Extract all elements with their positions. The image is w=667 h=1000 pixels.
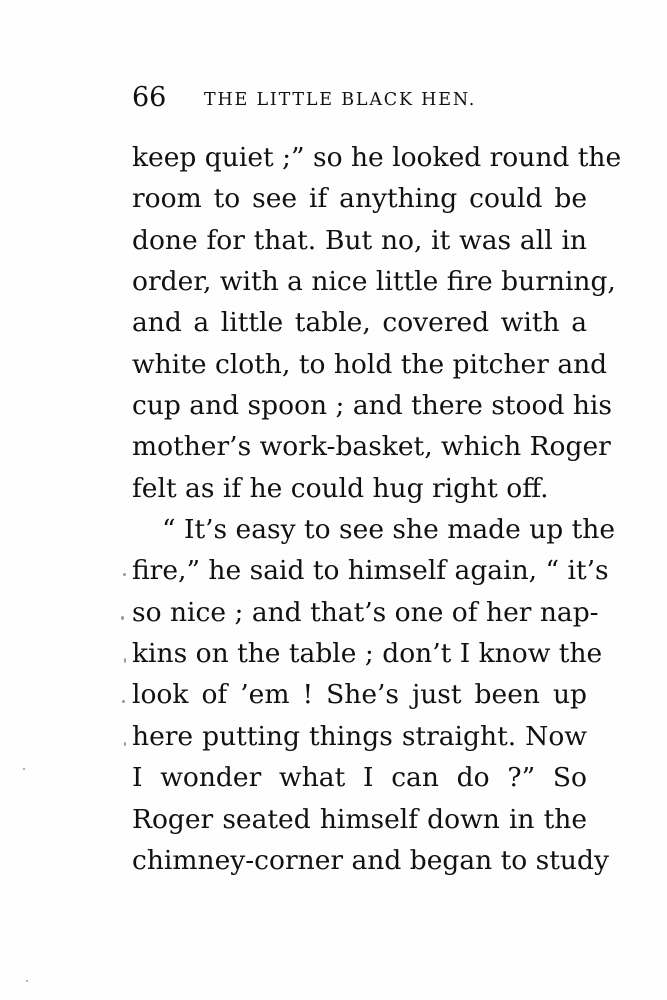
paper-speck (26, 980, 28, 982)
text-line: fire,” he said to himself again, “ it’s (132, 555, 609, 587)
text-line: look of ’em ! She’s just been up (132, 679, 587, 711)
text-line: “ It’s easy to see she made up the (162, 514, 616, 546)
running-title: THE LITTLE BLACK HEN. (204, 90, 477, 110)
paper-speck (124, 658, 126, 663)
text-line: white cloth, to hold the pitcher and (132, 348, 608, 380)
running-header (132, 80, 592, 116)
text-line: so nice ; and that’s one of her nap- (132, 596, 599, 628)
text-line: room to see if anything could be (132, 183, 587, 215)
paper-speck (122, 700, 125, 703)
text-line: keep quiet ;” so he looked round the (132, 142, 622, 173)
paper-speck (23, 768, 25, 770)
text-line: order, with a nice little fire burning, (132, 266, 616, 298)
text-line: here putting things straight. Now (132, 720, 587, 752)
text-line: I wonder what I can do ?” So (132, 762, 587, 794)
text-line: cup and spoon ; and there stood his (132, 390, 612, 422)
body-text (132, 137, 622, 881)
text-line: Roger seated himself down in the (132, 803, 587, 835)
page-number: 66 (132, 82, 167, 113)
text-line: mother’s work-basket, which Roger (132, 431, 611, 463)
text-line: chimney-corner and began to study (132, 844, 609, 876)
text-line: done for that. But no, it was all in (132, 224, 587, 256)
paper-speck (121, 616, 124, 620)
paper-speck (123, 573, 126, 576)
text-line: and a little table, covered with a (132, 307, 587, 339)
text-line: felt as if he could hug right off. (132, 472, 549, 504)
text-line: kins on the table ; don’t I know the (132, 638, 603, 670)
paper-speck (124, 742, 126, 746)
